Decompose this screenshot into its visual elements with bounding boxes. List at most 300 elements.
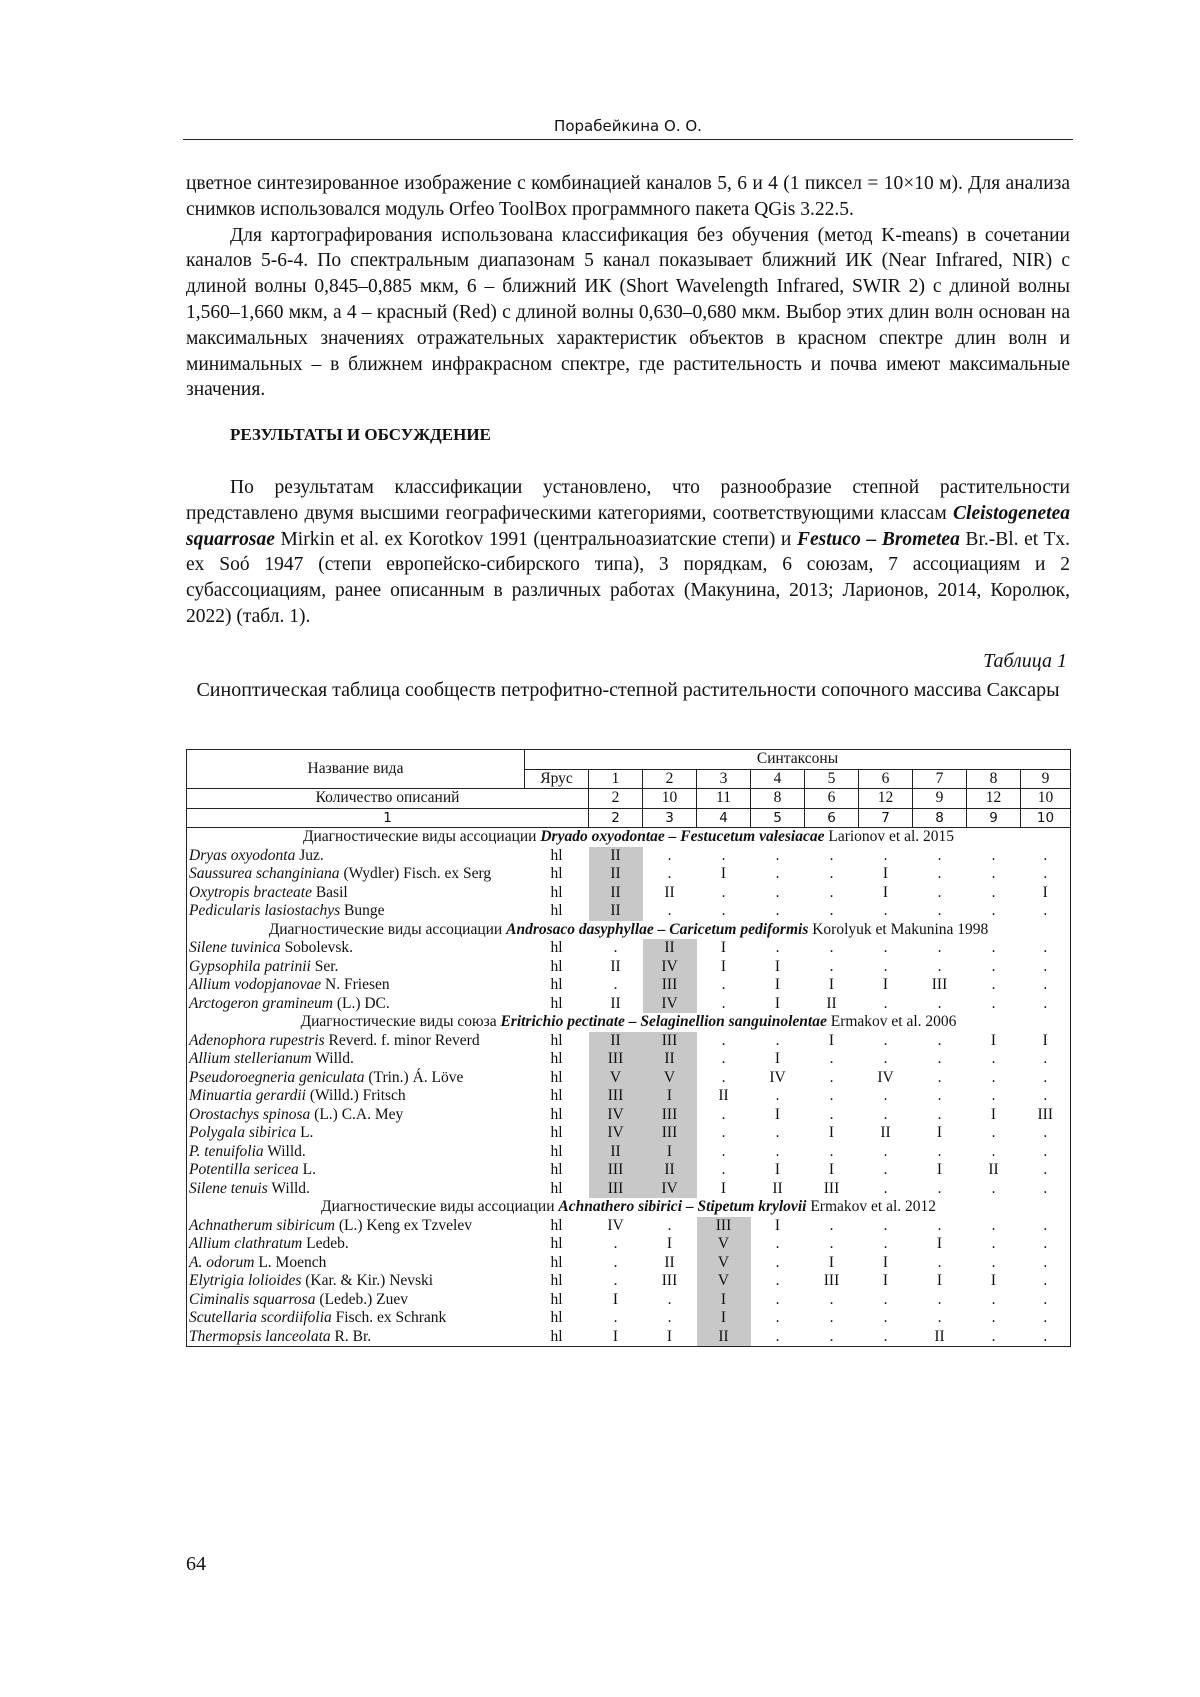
constancy-cell: . — [937, 1179, 942, 1197]
species-author: L. Moench — [254, 1253, 327, 1271]
constancy-cell: III — [643, 1106, 697, 1125]
constancy-cell: I — [720, 1179, 727, 1197]
species-cell — [187, 1032, 525, 1051]
constancy-cell: . — [991, 1290, 996, 1308]
constancy-cell: II — [718, 1087, 729, 1104]
constancy-cell: II — [589, 884, 643, 903]
table-body — [187, 828, 1071, 1347]
syntaxon-author: Korolyuk et Makunina 1998 — [808, 920, 989, 938]
paragraph-1: цветное синтезированное изображение с комбинацией каналов 5, 6 и 4 (1 пиксел = 10×10 м). Для анализа снимков использовался модуль Orfeo ToolBox программного пакета QGis 3.22.5. — [186, 173, 1070, 220]
layer-cell: hl — [550, 1124, 563, 1141]
constancy-cell: I — [589, 1328, 643, 1347]
constancy-cell: . — [937, 1050, 942, 1067]
species-author: L. — [296, 1124, 314, 1141]
constancy-cell: . — [859, 1328, 913, 1347]
species-cell — [187, 1087, 525, 1106]
constancy-cell: . — [829, 1068, 834, 1086]
header-species: Название вида — [187, 750, 525, 789]
species-cell — [187, 1143, 525, 1162]
group-heading — [187, 828, 1071, 847]
constancy-cell: . — [967, 1328, 1021, 1347]
species-latin: Allium vodopjanovae — [189, 976, 322, 993]
constancy-cell: . — [1021, 939, 1071, 958]
species-cell — [187, 1050, 525, 1069]
count-value: 11 — [697, 789, 751, 809]
constancy-cell: . — [991, 1142, 996, 1160]
constancy-cell: . — [883, 1031, 888, 1049]
constancy-cell: II — [772, 1179, 783, 1197]
constancy-cell: I — [643, 1328, 697, 1347]
constancy-cell: . — [937, 1216, 942, 1234]
species-latin: Polygala sibirica — [189, 1124, 297, 1141]
constancy-cell: . — [721, 883, 726, 901]
count-value: 10 — [1021, 789, 1071, 809]
constancy-cell: . — [1021, 958, 1071, 977]
constancy-cell: . — [721, 976, 726, 993]
constancy-cell: . — [1021, 1087, 1071, 1106]
constancy-cell: II — [589, 1143, 643, 1162]
constancy-cell: III — [931, 976, 948, 993]
species-cell — [187, 1272, 525, 1291]
layer-cell: hl — [550, 846, 563, 864]
constancy-cell: . — [721, 1105, 726, 1123]
group-prefix: Диагностические виды ассоциации — [268, 920, 507, 938]
constancy-cell: . — [991, 1124, 996, 1141]
class-name-festuco-brometea: Festuco – Brometea — [796, 528, 960, 550]
index-cell: 3 — [643, 808, 697, 828]
constancy-cell: . — [775, 1124, 780, 1141]
constancy-cell: . — [775, 1290, 780, 1308]
species-author: (Wydler) Fisch. ex Serg — [339, 865, 492, 882]
group-heading — [187, 921, 1071, 940]
constancy-cell: . — [721, 902, 726, 919]
species-latin: Ciminalis squarrosa — [189, 1290, 316, 1308]
constancy-cell: . — [991, 1087, 996, 1104]
constancy-cell: . — [721, 1161, 726, 1178]
constancy-cell: . — [883, 1050, 888, 1067]
constancy-cell: . — [1021, 1254, 1071, 1273]
constancy-cell: . — [1021, 1272, 1071, 1291]
layer-cell: hl — [550, 1216, 563, 1234]
constancy-cell: . — [937, 957, 942, 975]
constancy-cell: . — [1021, 865, 1071, 884]
index-cell: 7 — [859, 808, 913, 828]
layer-cell: hl — [550, 994, 563, 1012]
table-row — [187, 1291, 1071, 1310]
constancy-cell: . — [991, 883, 996, 901]
constancy-cell: . — [775, 846, 780, 864]
constancy-cell: IV — [589, 1124, 643, 1143]
species-latin: Gypsophila patrinii — [189, 957, 311, 975]
constancy-cell: . — [1021, 1309, 1071, 1328]
page-number: 64 — [186, 1553, 206, 1575]
constancy-cell: . — [613, 939, 618, 956]
constancy-cell: I — [828, 1253, 835, 1271]
table-row — [187, 995, 1071, 1014]
count-value: 2 — [589, 789, 643, 809]
syntaxon-author: Ermakov et al. 2006 — [826, 1013, 957, 1030]
species-latin: Saussurea schanginiana — [189, 865, 340, 882]
species-latin: Achnatherum sibiricum — [189, 1216, 335, 1234]
constancy-cell: . — [883, 1309, 888, 1326]
species-author: L. — [298, 1161, 316, 1178]
species-latin: Allium stellerianum — [189, 1050, 312, 1067]
species-latin: Elytrigia lolioides — [189, 1272, 302, 1289]
table-row — [187, 884, 1071, 903]
species-author: Sobolevsk. — [280, 939, 354, 956]
constancy-cell: I — [774, 957, 781, 975]
group-heading — [187, 1013, 1071, 1032]
index-cell: 4 — [697, 808, 751, 828]
constancy-cell: I — [990, 1031, 997, 1049]
constancy-cell: . — [721, 1068, 726, 1086]
species-latin: Adenophora rupestris — [189, 1031, 325, 1049]
count-label: Количество описаний — [187, 789, 589, 809]
constancy-cell: . — [613, 1272, 618, 1289]
constancy-cell: . — [829, 1309, 834, 1326]
constancy-cell: . — [991, 902, 996, 919]
group-row — [187, 828, 1071, 847]
count-value: 8 — [751, 789, 805, 809]
constancy-cell: V — [589, 1069, 643, 1088]
constancy-cell: V — [643, 1069, 697, 1088]
constancy-cell: . — [883, 939, 888, 956]
class-name-cleistogenetea: Cleistogenetea squarrosae — [186, 502, 1070, 550]
species-cell — [187, 976, 525, 995]
constancy-cell: I — [774, 1161, 781, 1178]
species-author: Willd. — [311, 1050, 354, 1067]
species-latin: A. odorum — [189, 1253, 255, 1271]
species-cell — [187, 884, 525, 903]
table-title: Синоптическая таблица сообществ петрофитно-степной растительности сопочного массива Саксары — [196, 679, 1060, 701]
layer-cell: hl — [550, 1179, 563, 1197]
layer-cell: hl — [550, 1050, 563, 1067]
constancy-cell: III — [697, 1217, 751, 1236]
species-cell — [187, 939, 525, 958]
group-row — [187, 1198, 1071, 1217]
species-author: R. Br. — [330, 1327, 372, 1345]
constancy-cell: . — [775, 939, 780, 956]
constancy-cell: . — [775, 1235, 780, 1252]
table-row — [187, 1309, 1071, 1328]
species-author: (Ledeb.) Zuev — [315, 1290, 408, 1308]
table-row — [187, 1050, 1071, 1069]
constancy-cell: . — [991, 846, 996, 864]
species-cell — [187, 995, 525, 1014]
constancy-cell: I — [828, 1031, 835, 1049]
layer-cell: hl — [550, 1290, 563, 1308]
table-row — [187, 1180, 1071, 1199]
table-row — [187, 1235, 1071, 1254]
constancy-cell: . — [829, 957, 834, 975]
constancy-cell: I — [1021, 884, 1071, 903]
constancy-cell: . — [883, 1290, 888, 1308]
constancy-cell: III — [643, 1032, 697, 1051]
count-value: 9 — [913, 789, 967, 809]
species-latin: Pseudoroegneria geniculata — [189, 1068, 365, 1086]
constancy-cell: . — [829, 883, 834, 901]
layer-cell: hl — [550, 883, 563, 901]
species-cell — [187, 1180, 525, 1199]
constancy-cell: . — [829, 902, 834, 919]
index-cell: 5 — [751, 808, 805, 828]
constancy-cell: I — [882, 1272, 889, 1289]
table-row — [187, 976, 1071, 995]
syntaxon-author: Larionov et al. 2015 — [824, 828, 955, 845]
constancy-cell: I — [882, 976, 889, 993]
syntaxon-name: Eritrichio pectinate – Selaginellion sanguinolentae — [500, 1013, 827, 1030]
table-row — [187, 1106, 1071, 1125]
species-author: Willd. — [263, 1142, 306, 1160]
constancy-cell: II — [643, 1050, 697, 1069]
constancy-cell: . — [1021, 1291, 1071, 1310]
constancy-cell: I — [720, 865, 727, 882]
layer-cell: hl — [550, 865, 563, 882]
header-col-num: 5 — [805, 769, 859, 789]
constancy-cell: . — [721, 1031, 726, 1049]
constancy-cell: III — [589, 1087, 643, 1106]
constancy-cell: II — [913, 1328, 967, 1347]
layer-cell: hl — [550, 939, 563, 956]
constancy-cell: . — [667, 1309, 672, 1326]
constancy-cell: I — [774, 994, 781, 1012]
constancy-cell: IV — [643, 958, 697, 977]
constancy-cell: . — [937, 939, 942, 956]
species-cell — [187, 1217, 525, 1236]
constancy-cell: I — [936, 1235, 943, 1252]
species-cell — [187, 1309, 525, 1328]
constancy-cell: . — [1021, 1050, 1071, 1069]
constancy-cell: . — [937, 846, 942, 864]
layer-cell: hl — [550, 1309, 563, 1326]
constancy-cell: . — [829, 865, 834, 882]
group-row — [187, 921, 1071, 940]
section-heading: РЕЗУЛЬТАТЫ И ОБСУЖДЕНИЕ — [230, 425, 491, 444]
header-col-num: 7 — [913, 769, 967, 789]
layer-cell: hl — [525, 1328, 589, 1347]
constancy-cell: II — [589, 865, 643, 884]
constancy-cell: I — [643, 1087, 697, 1106]
constancy-cell: . — [613, 1253, 618, 1271]
species-author: Ser. — [310, 957, 339, 975]
constancy-cell: . — [667, 1290, 672, 1308]
table-row — [187, 939, 1071, 958]
constancy-cell: V — [697, 1235, 751, 1254]
constancy-cell: . — [937, 1309, 942, 1326]
constancy-cell: . — [667, 846, 672, 864]
constancy-cell: . — [937, 1142, 942, 1160]
species-latin: Silene tuvinica — [189, 939, 281, 956]
species-cell — [187, 902, 525, 921]
constancy-cell: IV — [769, 1068, 786, 1086]
constancy-cell: . — [1021, 995, 1071, 1014]
constancy-cell: III — [823, 1179, 840, 1197]
constancy-cell: . — [937, 994, 942, 1012]
constancy-cell: IV — [589, 1106, 643, 1125]
species-latin: Scutellaria scordiifolia — [189, 1309, 332, 1326]
constancy-cell: . — [829, 939, 834, 956]
constancy-cell: IV — [643, 995, 697, 1014]
index-cell: 9 — [967, 808, 1021, 828]
count-value: 12 — [967, 789, 1021, 809]
constancy-cell: I — [828, 976, 835, 993]
constancy-cell: . — [1021, 847, 1071, 866]
constancy-cell: III — [823, 1272, 840, 1289]
index-cell: 1 — [187, 808, 589, 828]
species-cell — [187, 865, 525, 884]
constancy-cell: . — [937, 902, 942, 919]
constancy-cell: . — [1021, 1124, 1071, 1143]
constancy-cell: . — [883, 902, 888, 919]
constancy-cell: II — [697, 1328, 751, 1347]
table-row — [187, 902, 1071, 921]
layer-cell: hl — [550, 1087, 563, 1104]
constancy-cell: . — [883, 1235, 888, 1252]
constancy-cell: . — [775, 1309, 780, 1326]
species-author: Reverd. f. minor Reverd — [324, 1031, 480, 1049]
constancy-cell: . — [991, 1179, 996, 1197]
body-text-top — [186, 171, 1070, 403]
species-latin: Arctogeron gramineum — [189, 994, 333, 1012]
header-col-num: 4 — [751, 769, 805, 789]
constancy-cell: IV — [607, 1216, 624, 1234]
constancy-cell: . — [667, 865, 672, 882]
count-value: 10 — [643, 789, 697, 809]
constancy-cell: . — [775, 1142, 780, 1160]
constancy-cell: I — [774, 976, 781, 993]
layer-cell: hl — [550, 1068, 563, 1086]
constancy-cell: . — [883, 1142, 888, 1160]
index-cell: 2 — [589, 808, 643, 828]
constancy-cell: II — [988, 1161, 999, 1178]
constancy-cell: . — [829, 1087, 834, 1104]
layer-cell: hl — [550, 1161, 563, 1178]
syntaxon-name: Dryado oxyodontae – Festucetum valesiacae — [540, 828, 825, 845]
constancy-cell: . — [721, 846, 726, 864]
layer-cell: hl — [550, 1142, 563, 1160]
constancy-cell: I — [828, 1124, 835, 1141]
constancy-cell: . — [1021, 1217, 1071, 1236]
constancy-cell: . — [991, 1253, 996, 1271]
constancy-cell: . — [775, 1253, 780, 1271]
index-cell: 8 — [913, 808, 967, 828]
layer-cell: hl — [550, 976, 563, 993]
synoptic-table — [186, 749, 1071, 1347]
layer-cell: hl — [550, 1105, 563, 1123]
paragraph-3-part-b: Mirkin et al. ex Korotkov 1991 (центральноазиатские степи) и — [274, 528, 797, 550]
constancy-cell: . — [805, 1328, 859, 1347]
syntaxon-name: Achnathero sibirici – Stipetum krylovii — [558, 1198, 807, 1215]
table-row — [187, 1161, 1071, 1180]
group-row — [187, 1013, 1071, 1032]
constancy-cell: . — [991, 865, 996, 882]
constancy-cell: . — [1021, 1143, 1071, 1162]
table-header — [187, 750, 1071, 828]
group-prefix: Диагностические виды союза — [300, 1013, 501, 1030]
constancy-cell: . — [883, 1216, 888, 1234]
constancy-cell: . — [829, 1050, 834, 1067]
constancy-cell: . — [829, 1235, 834, 1252]
constancy-cell: II — [610, 994, 621, 1012]
body-text-results — [186, 475, 1070, 630]
table-row — [187, 1328, 1071, 1347]
constancy-cell: III — [643, 1124, 697, 1143]
constancy-cell: . — [991, 1050, 996, 1067]
constancy-cell: . — [613, 976, 618, 993]
species-cell — [187, 1254, 525, 1273]
species-cell — [187, 1235, 525, 1254]
species-author: (L.) C.A. Mey — [310, 1105, 404, 1123]
constancy-cell: I — [643, 1143, 697, 1162]
table-row — [187, 1254, 1071, 1273]
species-latin: Pedicularis lasiostachys — [189, 902, 341, 919]
constancy-cell: II — [589, 902, 643, 921]
constancy-cell: III — [643, 976, 697, 995]
constancy-cell: . — [1021, 1235, 1071, 1254]
species-author: Bunge — [340, 902, 385, 919]
syntaxon-name: Androsaco dasyphyllae – Caricetum pediformis — [506, 920, 809, 938]
species-cell — [187, 1161, 525, 1180]
constancy-cell: IV — [877, 1068, 894, 1086]
species-cell — [187, 1328, 525, 1347]
constancy-cell: . — [937, 1031, 942, 1049]
species-cell — [187, 1106, 525, 1125]
table-row — [187, 865, 1071, 884]
count-value: 6 — [805, 789, 859, 809]
group-heading — [187, 1198, 1071, 1217]
layer-cell: hl — [550, 1272, 563, 1289]
constancy-cell: . — [991, 1235, 996, 1252]
constancy-cell: III — [661, 1272, 678, 1289]
constancy-cell: I — [774, 1216, 781, 1234]
constancy-cell: . — [613, 1309, 618, 1326]
species-author: (L.) DC. — [332, 994, 390, 1012]
species-author: Juz. — [295, 846, 324, 864]
species-author: Basil — [311, 883, 348, 901]
constancy-cell: . — [721, 994, 726, 1012]
constancy-cell: I — [828, 1161, 835, 1178]
constancy-cell: II — [880, 1124, 891, 1141]
constancy-cell: II — [589, 847, 643, 866]
paragraph-3 — [186, 475, 1070, 630]
constancy-cell: . — [937, 1253, 942, 1271]
constancy-cell: II — [643, 939, 697, 958]
paragraph-2: Для картографирования использована классификация без обучения (метод K-means) в сочетании каналов 5-6-4. По спектральным диапазонам 5 канал показывает ближний ИК (Near Infrared, NIR) с длиной волны 0,845–0,885 мкм, 6 – ближний ИК (Short Wavelength Infrared, SWIR 2) с длиной волны 1,560–1,660 мкм, а 4 – красный (Red) с длиной волны 0,630–0,680 мкм. Выбор этих длин волн основан на максимальных значениях отражательных характеристик объектов в красном спектре длин волн и минимальных – в ближнем инфракрасном спектре, где растительность и почва имеют максимальные значения. — [186, 224, 1070, 401]
species-author: Willd. — [267, 1179, 310, 1197]
species-latin: Minuartia gerardii — [189, 1087, 306, 1104]
table-number: Таблица 1 — [983, 650, 1067, 672]
constancy-cell: . — [775, 1031, 780, 1049]
index-cell: 10 — [1021, 808, 1071, 828]
constancy-cell: . — [937, 1105, 942, 1123]
constancy-cell: I — [936, 1161, 943, 1178]
constancy-cell: II — [664, 883, 675, 901]
header-col-num: 8 — [967, 769, 1021, 789]
constancy-cell: . — [721, 1050, 726, 1067]
constancy-cell: . — [829, 1290, 834, 1308]
header-syntaxa: Синтаксоны — [525, 750, 1071, 770]
species-author: (Trin.) Á. Löve — [364, 1068, 464, 1086]
constancy-cell: . — [883, 1179, 888, 1197]
paragraph-3-part-c: Br.-Bl. et Tx. ex Soó 1947 (степи европейско-сибирского типа), 3 порядкам, 6 союзам, 7 ассоциациям и 2 субассоциациям, ранее описанным в различных работах (Макунина, 2013; Ларионов, 2014, Королюк, 2022) (табл. 1). — [186, 528, 1070, 627]
constancy-cell: . — [775, 1272, 780, 1289]
constancy-cell: I — [720, 939, 727, 956]
constancy-cell: . — [829, 1142, 834, 1160]
constancy-cell: I — [882, 1253, 889, 1271]
constancy-cell: I — [774, 1050, 781, 1067]
header-col-num: 2 — [643, 769, 697, 789]
constancy-cell: . — [667, 1216, 672, 1234]
